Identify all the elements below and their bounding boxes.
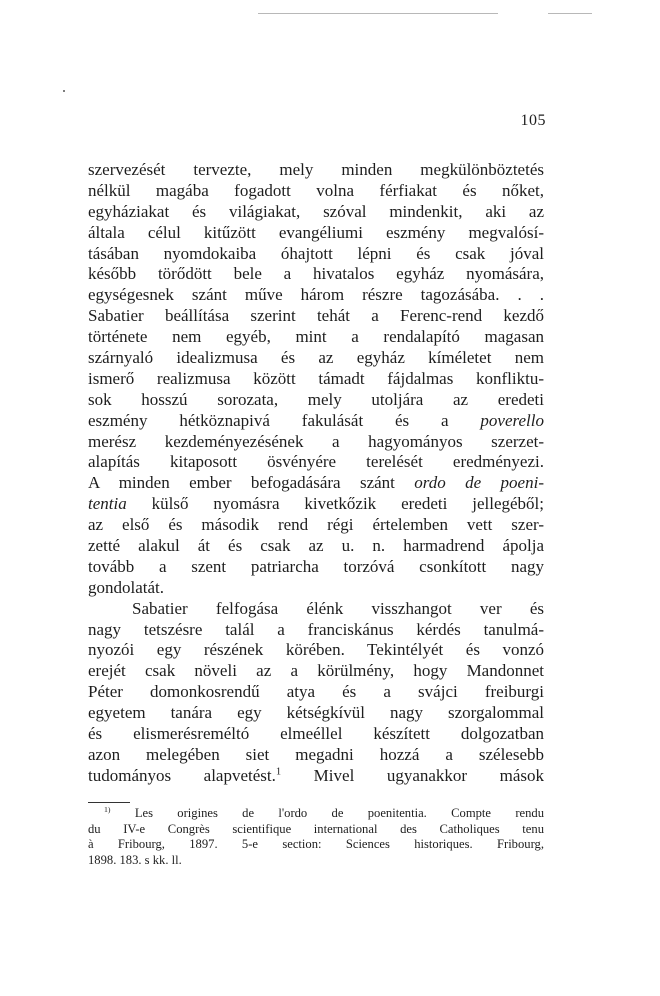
text-line (88, 494, 544, 515)
footnote-text: à Fribourg, 1897. 5-e section: Sciences historiques. Fribourg, (88, 837, 544, 852)
text-line: szervezését tervezte, mely minden megkülönböztetés (88, 160, 544, 179)
text-line: nélkül magába fogadott volna férfiakat és nőket, (88, 180, 544, 200)
footnote-line (88, 837, 544, 853)
text-segment: külső nyomásra kivetkőzik eredeti jellegéből; (126, 494, 544, 514)
footnote-line (88, 853, 544, 869)
text-line: nagy tetszésre talál a franciskánus kérdés tanulmá- (88, 619, 544, 639)
text-line (88, 766, 544, 787)
text-line: gondolatát. (88, 577, 165, 597)
page-number: 105 (520, 112, 546, 129)
text-segment: eszmény hétköznapivá fakulását és a (88, 410, 481, 430)
text-line: Péter domonkosrendű atya és a svájci freiburgi (88, 682, 544, 702)
italic-term: tentia (88, 494, 127, 514)
text-line (88, 473, 544, 494)
text-line (88, 411, 544, 432)
footnote-separator (88, 802, 130, 803)
text-line: azon melegében siet megadni hozzá a szélesebb (88, 744, 544, 764)
footnote-text: 1898. 183. s kk. ll. (88, 852, 182, 867)
text-line: sok hosszú sorozata, mely utoljára az eredeti (88, 389, 544, 409)
italic-term: ordo de poeni- (414, 473, 544, 493)
top-edge-artifact-right (548, 13, 592, 14)
text-line: az első és második rend régi értelemben vett szer- (88, 515, 544, 535)
text-line: szárnyaló idealizmusa és az egyház kíméletet nem (88, 348, 544, 368)
footnote-text: du IV-e Congrès scientifique international des Catholiques tenu (88, 821, 544, 836)
stray-mark (63, 90, 65, 92)
text-segment: Mivel ugyanakkor mások (281, 765, 545, 785)
text-line: egyetem tanára egy kétségkívül nagy szorgalommal (88, 703, 544, 723)
italic-term: poverello (480, 410, 544, 430)
text-line: zetté alakul át és csak az u. n. harmadrend ápolja (88, 536, 544, 556)
text-line: egységesnek szánt műve három részre tagozásába. . . (88, 285, 544, 305)
footnote-marker: 1) (104, 804, 111, 814)
text-line: tásában nyomdokaiba óhajtott lépni és csak jóval (88, 243, 544, 263)
footnote-text: Les origines de l'ordo de poenitentia. Compte rendu (134, 806, 544, 820)
text-line: egyháziakat és világiakat, szóval mindenkit, aki az (88, 201, 544, 221)
footnote-line (88, 822, 544, 838)
text-line: Sabatier beállítása szerint tehát a Ferenc-rend kezdő (88, 306, 544, 326)
text-line: tovább a szent patriarcha torzóvá csonkított nagy (88, 556, 544, 576)
text-line: általa célul kitűzött evangéliumi eszmény megvalósí- (88, 222, 544, 242)
top-edge-artifact (258, 13, 498, 14)
text-line: alapítás kitaposott ösvényére terelését eredményezi. (88, 452, 544, 472)
text-segment: A minden ember befogadására szánt (88, 473, 415, 493)
text-line: Sabatier felfogása élénk visszhangot ver és (132, 598, 544, 618)
main-text (88, 160, 544, 787)
footnote-line (88, 806, 544, 822)
footnote-reference: 1 (275, 766, 282, 778)
text-line: nyozói egy részének körében. Tekintélyét és vonzó (88, 640, 544, 660)
text-line: és elismerésreméltó elmeéllel készített dolgozatban (88, 724, 544, 744)
footnote (88, 806, 544, 868)
text-line: merész kezdeményezésének a hagyományos szerzet- (88, 431, 544, 451)
text-line: története nem egyéb, mint a rendalapító magasan (88, 327, 544, 347)
text-segment: tudományos alapvetést. (88, 765, 276, 785)
text-line: később törődött bele a hivatalos egyház nyomására, (88, 264, 544, 284)
text-line: erejét csak növeli az a körülmény, hogy Mandonnet (88, 661, 544, 681)
text-line: ismerő realizmusa között támadt fájdalmas konfliktu- (88, 368, 544, 388)
